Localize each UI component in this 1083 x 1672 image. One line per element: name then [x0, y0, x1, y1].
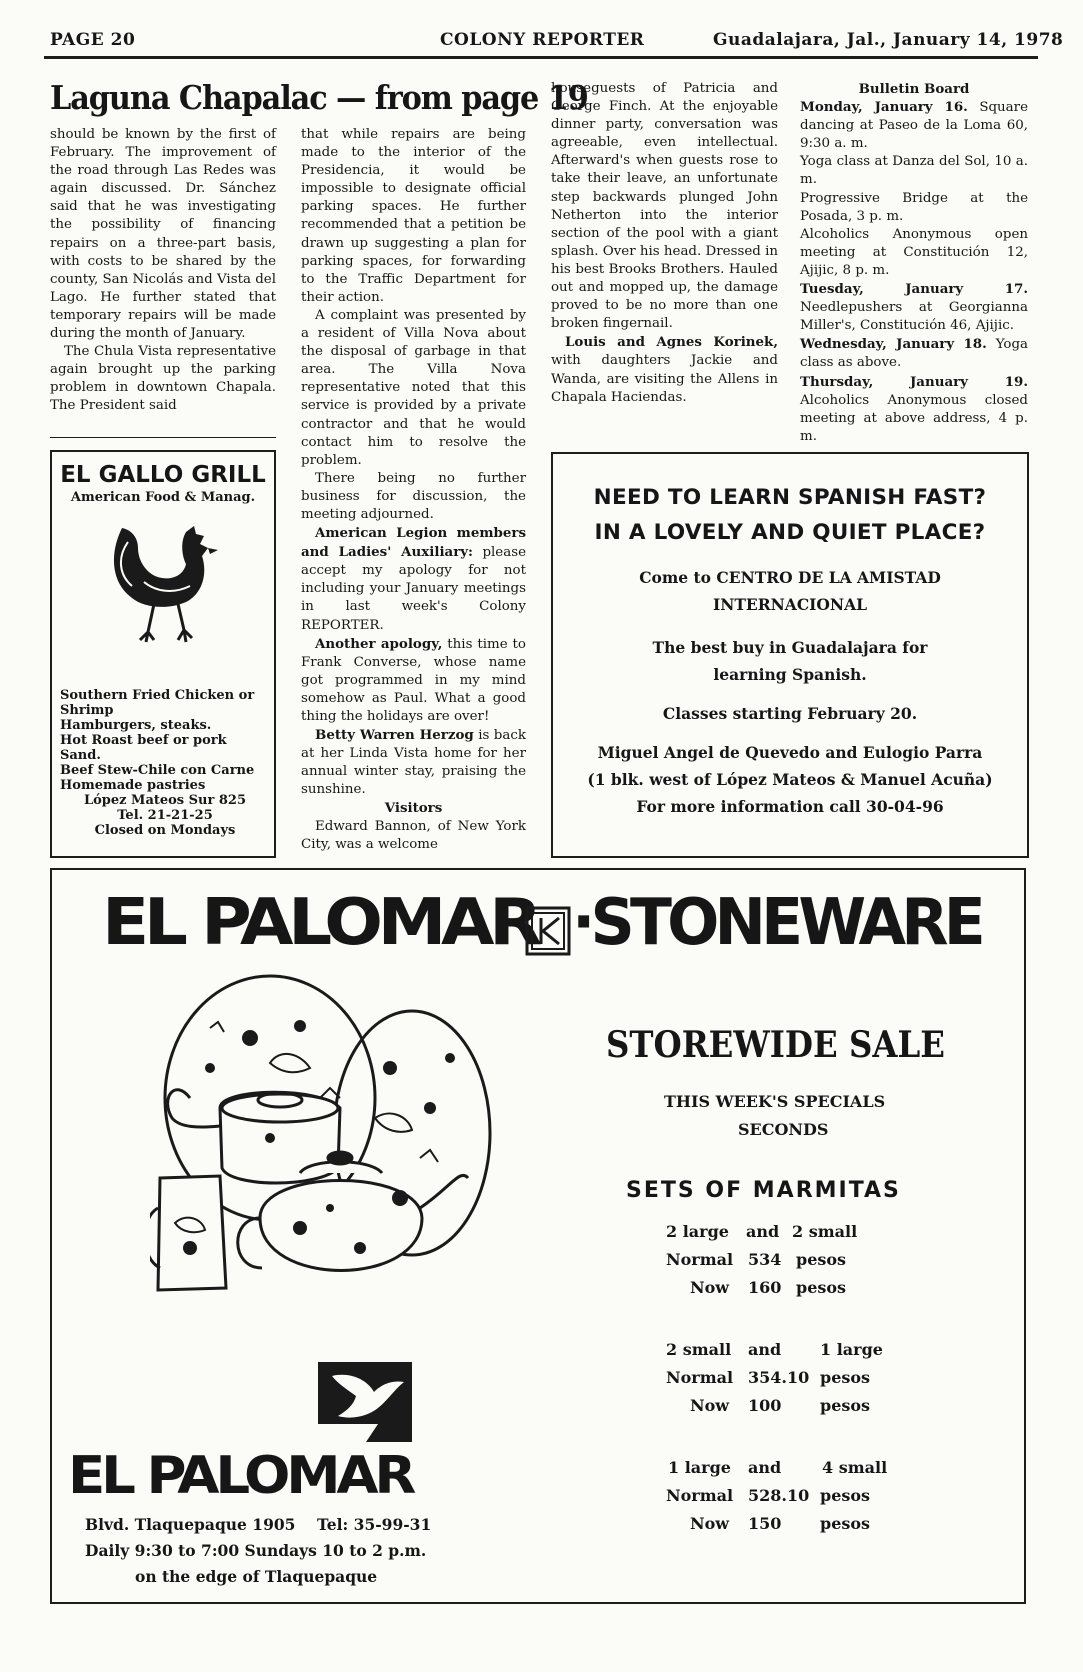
article-paragraph: should be known by the first of February. The improvement of the road through Las Redes was again discussed. Dr. Sánchez said that he was investigating the possibility of financing repairs on a three-part basis, with costs to be shared by the county, San Nicolás and Vista del Lago. He further stated that temporary repairs will be made during the month of January.: [50, 127, 276, 342]
now-price: 160: [748, 1278, 782, 1297]
page-number: PAGE 20: [50, 30, 136, 50]
bulletin-item: [800, 373, 1028, 446]
bulletin-item: Alcoholics Anonymous open meeting at Constitución 12, Ajijic, 8 p. m.: [800, 226, 1028, 278]
palomar-location: on the edge of Tlaquepaque: [135, 1567, 378, 1586]
gallo-address: López Mateos Sur 825: [83, 793, 247, 808]
bulletin-day: Thursday, January 19.: [800, 373, 1028, 390]
deal-and: and: [748, 1458, 782, 1477]
gallo-subtitle: American Food & Manag.: [70, 490, 256, 505]
ad-line: INTERNACIONAL: [712, 595, 868, 614]
article-paragraph: houseguests of Patricia and George Finch. At the enjoyable dinner party, conversation was agreeable, even intellectual. Afterward's when guests rose to take their leave, an unfortunate step backwards plunged John Netherton into the interior section of the pool with a giant splash. Over his head. Dressed in his best Brooks Brothers. Hauled out and mopped up, the damage proved to be no more than one broken fingernail.: [551, 81, 778, 332]
article-paragraph: A complaint was presented by a resident of Villa Nova about the disposal of garbage in that area. The Villa Nova representative noted that this service is provided by a private contractor and that he would contact him to resolve the problem.: [301, 307, 526, 468]
seconds-label: SECONDS: [738, 1120, 829, 1139]
article-paragraph: [301, 635, 526, 726]
bold-lead: Louis and Agnes Korinek,: [565, 334, 778, 351]
bold-lead: Another apology,: [315, 635, 443, 652]
bulletin-item: [800, 98, 1028, 153]
article-paragraph: that while repairs are being made to the interior of the Presidencia, it would be impossible to designate official parking spaces. He further recommended that a petition be drawn up suggesting a plan for parking spaces, for forwarding to the Traffic Department for their action.: [301, 127, 526, 305]
menu-item: Beef Stew-Chile con Carne: [60, 763, 255, 778]
spanish-school-ad: [551, 452, 1029, 858]
dateline: Guadalajara, Jal., January 14, 1978: [713, 30, 1064, 50]
visitors-subhead: Visitors: [384, 800, 443, 817]
bold-lead: American Legion members and Ladies' Auxiliary:: [301, 525, 526, 561]
pesos-label: pesos: [796, 1278, 847, 1297]
storewide-sale: STOREWIDE SALE: [606, 1024, 945, 1066]
bulletin-text: Square dancing at Paseo de la Loma 60, 9:30 a. m.: [800, 100, 1028, 152]
article-paragraph: There being no further business for discussion, the meeting adjourned.: [301, 470, 526, 522]
normal-label: Normal: [666, 1368, 734, 1387]
pesos-label: pesos: [796, 1250, 847, 1269]
ad-line: Miguel Angel de Quevedo and Eulogio Parra: [597, 743, 983, 762]
contact-row: [85, 1512, 445, 1538]
bulletin-board: [800, 80, 1028, 446]
gallo-title: EL GALLO GRILL: [60, 462, 266, 488]
palomar-tel: Tel: 35-99-31: [317, 1515, 432, 1534]
deal-quantity: 1 large: [820, 1340, 883, 1359]
normal-price: 354.10: [748, 1368, 810, 1387]
deal-quantity: 2 small: [792, 1222, 858, 1241]
pesos-label: pesos: [820, 1514, 871, 1533]
article-headline: Laguna Chapalac — from page 19: [50, 78, 588, 117]
bulletin-item: [800, 335, 1028, 372]
bulletin-day: Monday, January 16.: [800, 99, 968, 116]
bulletin-text: Yoga class as above.: [800, 337, 1029, 371]
menu-item: Southern Fried Chicken or Shrimp: [60, 688, 255, 718]
menu-item: Homemade pastries: [60, 778, 206, 793]
palomar-contact: [85, 1512, 445, 1590]
deal-quantity: 2 large: [666, 1222, 729, 1241]
ad-line: For more information call 30-04-96: [636, 797, 944, 816]
article-column-1: [50, 126, 276, 416]
ad-line: The best buy in Guadalajara for: [652, 638, 928, 657]
normal-label: Normal: [666, 1250, 734, 1269]
ad-border-top: [50, 868, 1026, 870]
palomar-hours: Daily 9:30 to 7:00 Sundays 10 to 2 p.m.: [85, 1541, 427, 1560]
pesos-label: pesos: [820, 1368, 871, 1387]
now-price: 100: [748, 1396, 782, 1415]
sets-of-marmitas: SETS OF MARMITAS: [626, 1178, 901, 1203]
menu-item: Hot Roast beef or pork Sand.: [60, 733, 227, 763]
stoneware-illustration: [150, 968, 500, 1348]
ad-line: learning Spanish.: [713, 665, 867, 684]
el-gallo-grill-ad: [50, 450, 276, 858]
article-paragraph: The Chula Vista representative again brought up the parking problem in downtown Chapala. The President said: [50, 344, 276, 414]
ad-border-bottom: [50, 1602, 1026, 1604]
paragraph-text: is back at her Linda Vista home for her annual winter stay, praising the sunshine.: [301, 728, 526, 798]
deal-quantity: 4 small: [822, 1458, 888, 1477]
newspaper-name: COLONY REPORTER: [440, 30, 645, 50]
article-column-3: [551, 80, 778, 407]
now-label: Now: [690, 1396, 730, 1415]
bulletin-item: Progressive Bridge at the Posada, 3 p. m.: [800, 190, 1028, 224]
ad-border-right: [1024, 868, 1026, 1604]
palomar-brand-right: ·STONEWARE: [572, 886, 981, 960]
pesos-label: pesos: [820, 1396, 871, 1415]
palomar-brand-left: EL PALOMAR: [102, 886, 537, 960]
ad-line: Come to CENTRO DE LA AMISTAD: [639, 568, 941, 587]
deal-and: and: [746, 1222, 780, 1241]
ad-headline: IN A LOVELY AND QUIET PLACE?: [594, 520, 986, 545]
now-price: 150: [748, 1514, 782, 1533]
ad-line: (1 blk. west of López Mateos & Manuel Acuña): [587, 770, 993, 789]
normal-price: 528.10: [748, 1486, 810, 1505]
palomar-address: Blvd. Tlaquepaque 1905: [85, 1515, 296, 1534]
gallo-tel: Tel. 21-21-25: [117, 808, 213, 823]
ad-headline: NEED TO LEARN SPANISH FAST?: [593, 485, 987, 510]
dove-logo-icon: [318, 1362, 412, 1442]
marmitas-price-list: [660, 1218, 980, 1548]
article-paragraph: [551, 333, 778, 406]
deal-and: and: [748, 1340, 782, 1359]
article-paragraph: [301, 524, 526, 635]
gallo-menu: [60, 688, 270, 838]
paragraph-text: please accept my apology for not including your January meetings in last week's Colony REPORTER.: [301, 545, 527, 633]
rooster-icon: [104, 512, 224, 652]
now-label: Now: [690, 1514, 730, 1533]
gallo-closed: Closed on Mondays: [94, 823, 236, 838]
deal-quantity: 2 small: [666, 1340, 732, 1359]
pesos-label: pesos: [820, 1486, 871, 1505]
bulletin-text: Needlepushers at Georgianna Miller's, Constitución 46, Ajijic.: [800, 300, 1028, 334]
article-column-2: [301, 126, 526, 854]
bulletin-text: Alcoholics Anonymous closed meeting at above address, 4 p. m.: [800, 392, 1028, 444]
article-paragraph: [301, 726, 526, 799]
bulletin-item: Yoga class at Danza del Sol, 10 a. m.: [800, 154, 1028, 188]
paragraph-text: this time to Frank Converse, whose name got programmed in my mind somehow as Paul. What a good thing the holidays are over!: [301, 636, 526, 724]
header-rule: [44, 56, 1038, 59]
bulletin-day: Tuesday, January 17.: [800, 281, 1028, 298]
bulletin-day: Wednesday, January 18.: [800, 336, 987, 353]
bulletin-title: Bulletin Board: [858, 81, 970, 97]
k-logo-icon: [525, 906, 571, 956]
now-label: Now: [690, 1278, 730, 1297]
bulletin-item: [800, 280, 1028, 335]
weekly-specials: THIS WEEK'S SPECIALS: [664, 1092, 886, 1111]
column-rule: [50, 437, 276, 438]
deal-quantity: 1 large: [668, 1458, 731, 1477]
normal-price: 534: [748, 1250, 782, 1269]
article-paragraph: Edward Bannon, of New York City, was a welcome: [301, 818, 526, 852]
bold-lead: Betty Warren Herzog: [315, 727, 474, 744]
ad-border-left: [50, 868, 52, 1604]
palomar-logo-name: EL PALOMAR: [68, 1446, 413, 1506]
paragraph-text: with daughters Jackie and Wanda, are visiting the Allens in Chapala Haciendas.: [551, 353, 778, 405]
ad-line: Classes starting February 20.: [662, 704, 918, 723]
normal-label: Normal: [666, 1486, 734, 1505]
menu-item: Hamburgers, steaks.: [60, 718, 212, 733]
